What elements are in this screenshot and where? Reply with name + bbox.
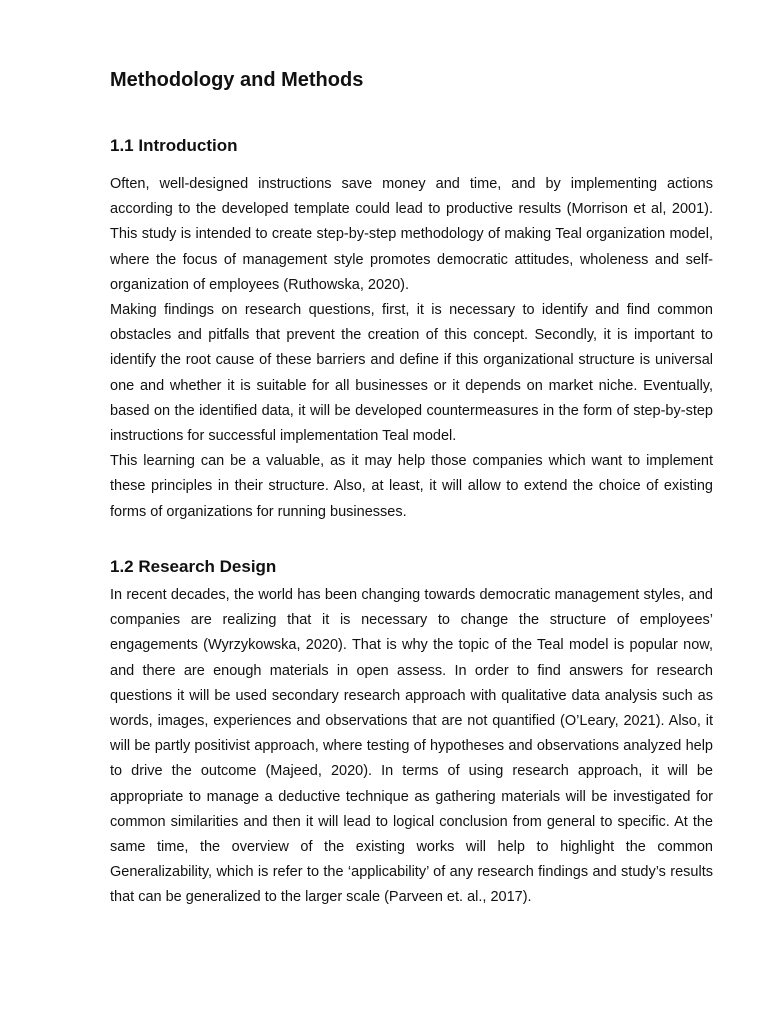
page-title: Methodology and Methods bbox=[110, 69, 364, 91]
paragraph: In recent decades, the world has been changing towards democratic management styles, and companies are realizing that it is necessary to change the structure of employees’ engagements (Wyrzykowska, 2020). That is why the topic of the Teal model is popular now, and there are enough materials in open assess. In order to find answers for research questions it will be used secondary research approach with qualitative data analysis such as words, images, experiences and observations that are not quantified (O’Leary, 2021). Also, it will be partly positivist approach, where testing of hypotheses and observations analyzed help to drive the outcome (Majeed, 2020). In terms of using research approach, it will be appropriate to manage a deductive technique as gathering materials will be investigated for common similarities and then it will lead to logical conclusion from general to specific. At the same time, the overview of the existing works will help to highlight the common Generalizability, which is refer to the ‘applicability’ of any research findings and study’s results that can be generalized to the larger scale (Parveen et. al., 2017). bbox=[110, 587, 713, 906]
paragraph: This learning can be a valuable, as it may help those companies which want to implement these principles in their structure. Also, at least, it will allow to extend the choice of existing forms of organizations for running businesses. bbox=[110, 453, 713, 520]
paragraph: Making findings on research questions, first, it is necessary to identify and find common obstacles and pitfalls that prevent the creation of this concept. Secondly, it is important to identify the root cause of these barriers and define if this organizational structure is universal one and whether it is suitable for all businesses or it depends on market niche. Eventually, based on the identified data, it will be developed countermeasures in the form of step-by-step instructions for successful implementation Teal model. bbox=[110, 302, 713, 445]
section-body-introduction bbox=[110, 172, 713, 525]
section-heading-introduction: 1.1 Introduction bbox=[110, 136, 238, 155]
paragraph: Often, well-designed instructions save money and time, and by implementing actions according to the developed template could lead to productive results (Morrison et al, 2001). This study is intended to create step-by-step methodology of making Teal organization model, where the focus of management style promotes democratic attitudes, wholeness and self-organization of employees (Ruthowska, 2020). bbox=[110, 176, 713, 293]
section-heading-research-design: 1.2 Research Design bbox=[110, 557, 277, 576]
section-body-research-design bbox=[110, 583, 713, 911]
